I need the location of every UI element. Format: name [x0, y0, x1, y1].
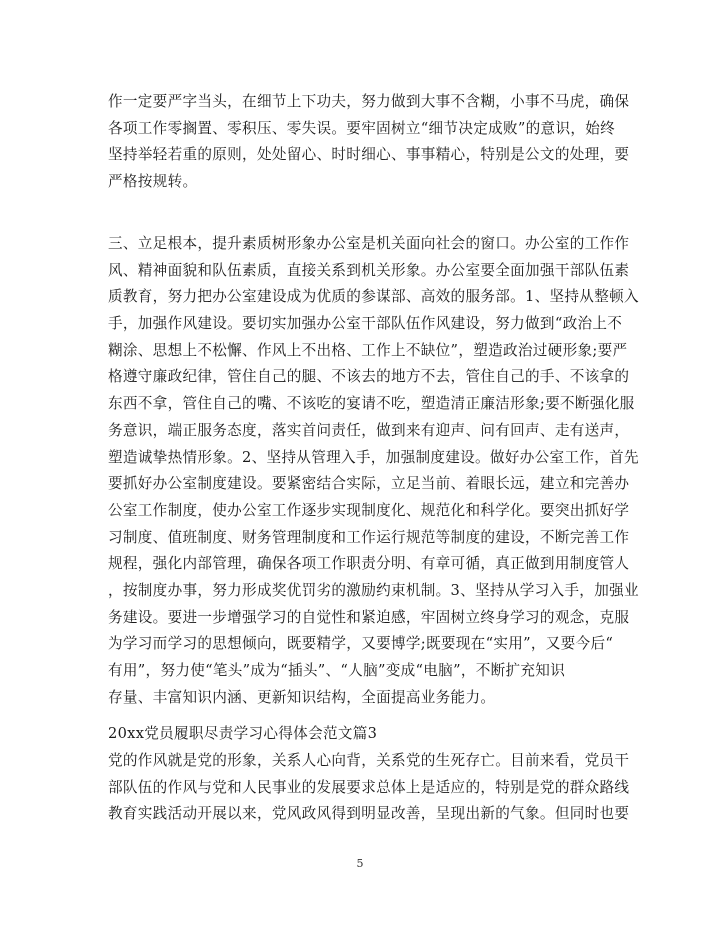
text-line: 务意识，端正服务态度，落实首问责任，做到来有迎声、问有回声、走有送声， — [108, 421, 630, 439]
text-line: 东西不拿，管住自己的嘴、不该吃的宴请不吃，塑造清正廉洁形象;要不断强化服 — [108, 395, 635, 413]
paragraph-attention-to-detail — [108, 89, 630, 196]
text-line: 严格按规转。 — [108, 173, 198, 191]
text-line: 为学习而学习的思想倾向，既要精学，又要博学;既要现在“实用”，又要今后“ — [108, 635, 614, 653]
heading-text: 20xx党员履职尽责学习心得体会范文篇3 — [108, 725, 378, 742]
section-heading — [108, 721, 616, 748]
text-line: 坚持举轻若重的原则，处处留心、时时细心、事事精心，特别是公文的处理，要 — [108, 146, 630, 164]
paragraph-section-three — [108, 231, 639, 711]
text-line: 三、立足根本，提升素质树形象办公室是机关面向社会的窗口。办公室的工作作 — [108, 235, 630, 252]
text-line: 塑造诚挚热情形象。2、坚持从管理入手，加强制度建设。做好办公室工作，首先 — [108, 448, 639, 466]
text-line: 格遵守廉政纪律，管住自己的腿、不该去的地方不去，管住自己的手、不该拿的 — [108, 368, 630, 386]
paragraph-party-style — [108, 748, 630, 828]
text-line: 规程，强化内部管理，确保各项工作职责分明、有章可循，真正做到用制度管人 — [108, 555, 630, 573]
text-line: 质教育，努力把办公室建设成为优质的参谋部、高效的服务部。1、坚持从整顿入 — [108, 288, 639, 306]
text-line: 部队伍的作风与党和人民事业的发展要求总体上是适应的，特别是党的群众路线 — [108, 778, 630, 796]
text-line: 公室工作制度，使办公室工作逐步实现制度化、规范化和科学化。要突出抓好学 — [108, 501, 630, 519]
text-line: ，按制度办事，努力形成奖优罚劣的激励约束机制。3、坚持从学习入手，加强业 — [108, 581, 639, 599]
text-line: 习制度、值班制度、财务管理制度和工作运行规范等制度的建设，不断完善工作 — [108, 528, 630, 546]
text-line: 党的作风就是党的形象，关系人心向背，关系党的生死存亡。目前来看，党员干 — [108, 752, 630, 769]
text-line: 各项工作零搁置、零积压、零失误。要牢固树立“细节决定成败”的意识，始终 — [108, 119, 616, 137]
text-line: 作一定要严字当头，在细节上下功夫，努力做到大事不含糊，小事不马虎，确保 — [108, 93, 630, 110]
text-line: 存量、丰富知识内涵、更新知识结构，全面提高业务能力。 — [108, 688, 496, 706]
text-line: 务建设。要进一步增强学习的自觉性和紧迫感，牢固树立终身学习的观念，克服 — [108, 608, 630, 626]
text-line: 要抓好办公室制度建设。要紧密结合实际，立足当前、着眼长远，建立和完善办 — [108, 475, 630, 493]
text-line: 有用”，努力使“笔头”成为“插头”、“人脑”变成“电脑”，不断扩充知识 — [108, 662, 566, 679]
text-line: 教育实践活动开展以来，党风政风得到明显改善，呈现出新的气象。但同时也要 — [108, 805, 630, 823]
text-line: 糊涂、思想上不松懈、作风上不出格、工作上不缺位”，塑造政治过硬形象;要严 — [108, 341, 628, 359]
page-number: 5 — [356, 857, 364, 870]
text-line: 风、精神面貌和队伍素质，直接关系到机关形象。办公室要全面加强干部队伍素 — [108, 261, 630, 279]
text-line: 手，加强作风建设。要切实加强办公室干部队伍作风建设，努力做到“政治上不 — [108, 315, 623, 333]
